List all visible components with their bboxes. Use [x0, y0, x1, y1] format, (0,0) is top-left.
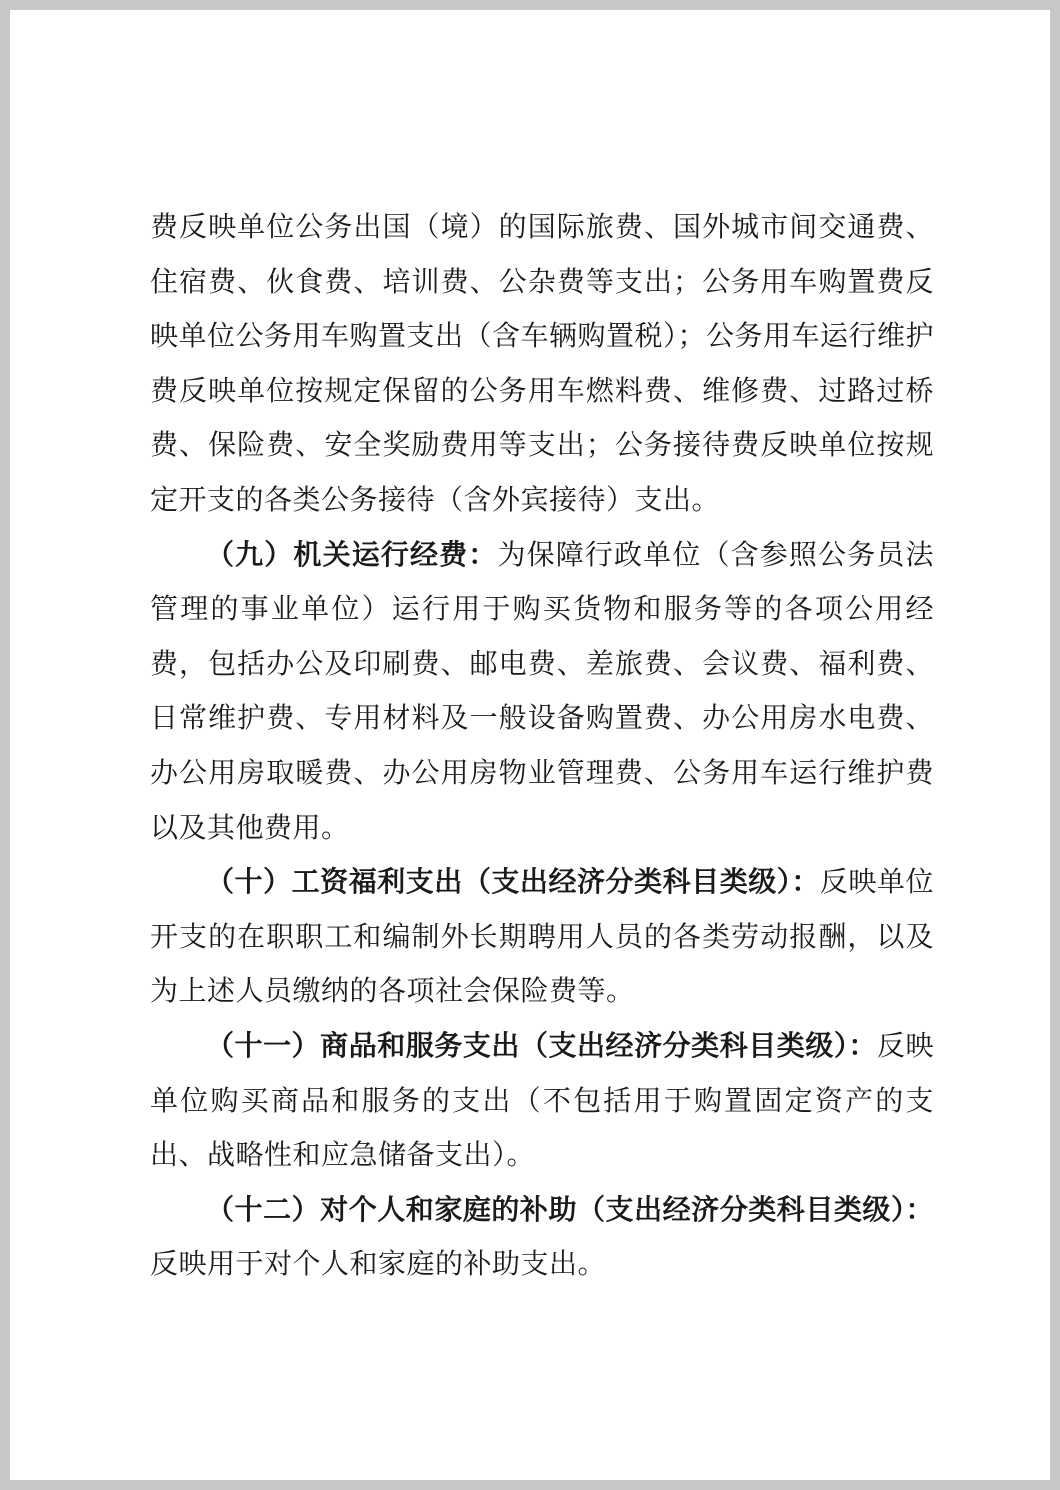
paragraph-section-9	[150, 528, 934, 856]
paragraph-text: 为保障行政单位（含参照公务员法管理的事业单位）运行用于购买货物和服务等的各项公用经费，包括办公及印刷费、邮电费、差旅费、会议费、福利费、日常维护费、专用材料及一般设备购置费、办公用房水电费、办公用房取暖费、办公用房物业管理费、公务用车运行维护费以及其他费用。	[150, 537, 934, 844]
paragraph-text: 费反映单位公务出国（境）的国际旅费、国外城市间交通费、住宿费、伙食费、培训费、公杂费等支出；公务用车购置费反映单位公务用车购置支出（含车辆购置税）；公务用车运行维护费反映单位按规定保留的公务用车燃料费、维修费、过路过桥费、保险费、安全奖励费用等支出；公务接待费反映单位按规定开支的各类公务接待（含外宾接待）支出。	[150, 210, 935, 516]
paragraph-section-10	[150, 855, 934, 1019]
section-heading: （十）工资福利支出（支出经济分类科目类级）：	[206, 865, 820, 899]
paragraph-section-12	[150, 1183, 934, 1292]
paragraph-text: 反映单位开支的在职职工和编制外长期聘用人员的各类劳动报酬，以及为上述人员缴纳的各项社会保险费等。	[150, 865, 934, 1008]
paragraph-section-11	[150, 1019, 934, 1183]
section-heading: （十二）对个人和家庭的补助（支出经济分类科目类级）：	[206, 1192, 934, 1226]
section-heading: （十一）商品和服务支出（支出经济分类科目类级）：	[206, 1028, 877, 1062]
document-page	[10, 10, 1050, 1480]
paragraph-continuation	[150, 200, 934, 528]
section-heading: （九）机关运行经费：	[206, 537, 498, 571]
document-body	[150, 200, 934, 1292]
paragraph-text: 反映单位购买商品和服务的支出（不包括用于购置固定资产的支出、战略性和应急储备支出）。	[150, 1028, 934, 1172]
paragraph-text: 反映用于对个人和家庭的补助支出。	[150, 1247, 607, 1281]
